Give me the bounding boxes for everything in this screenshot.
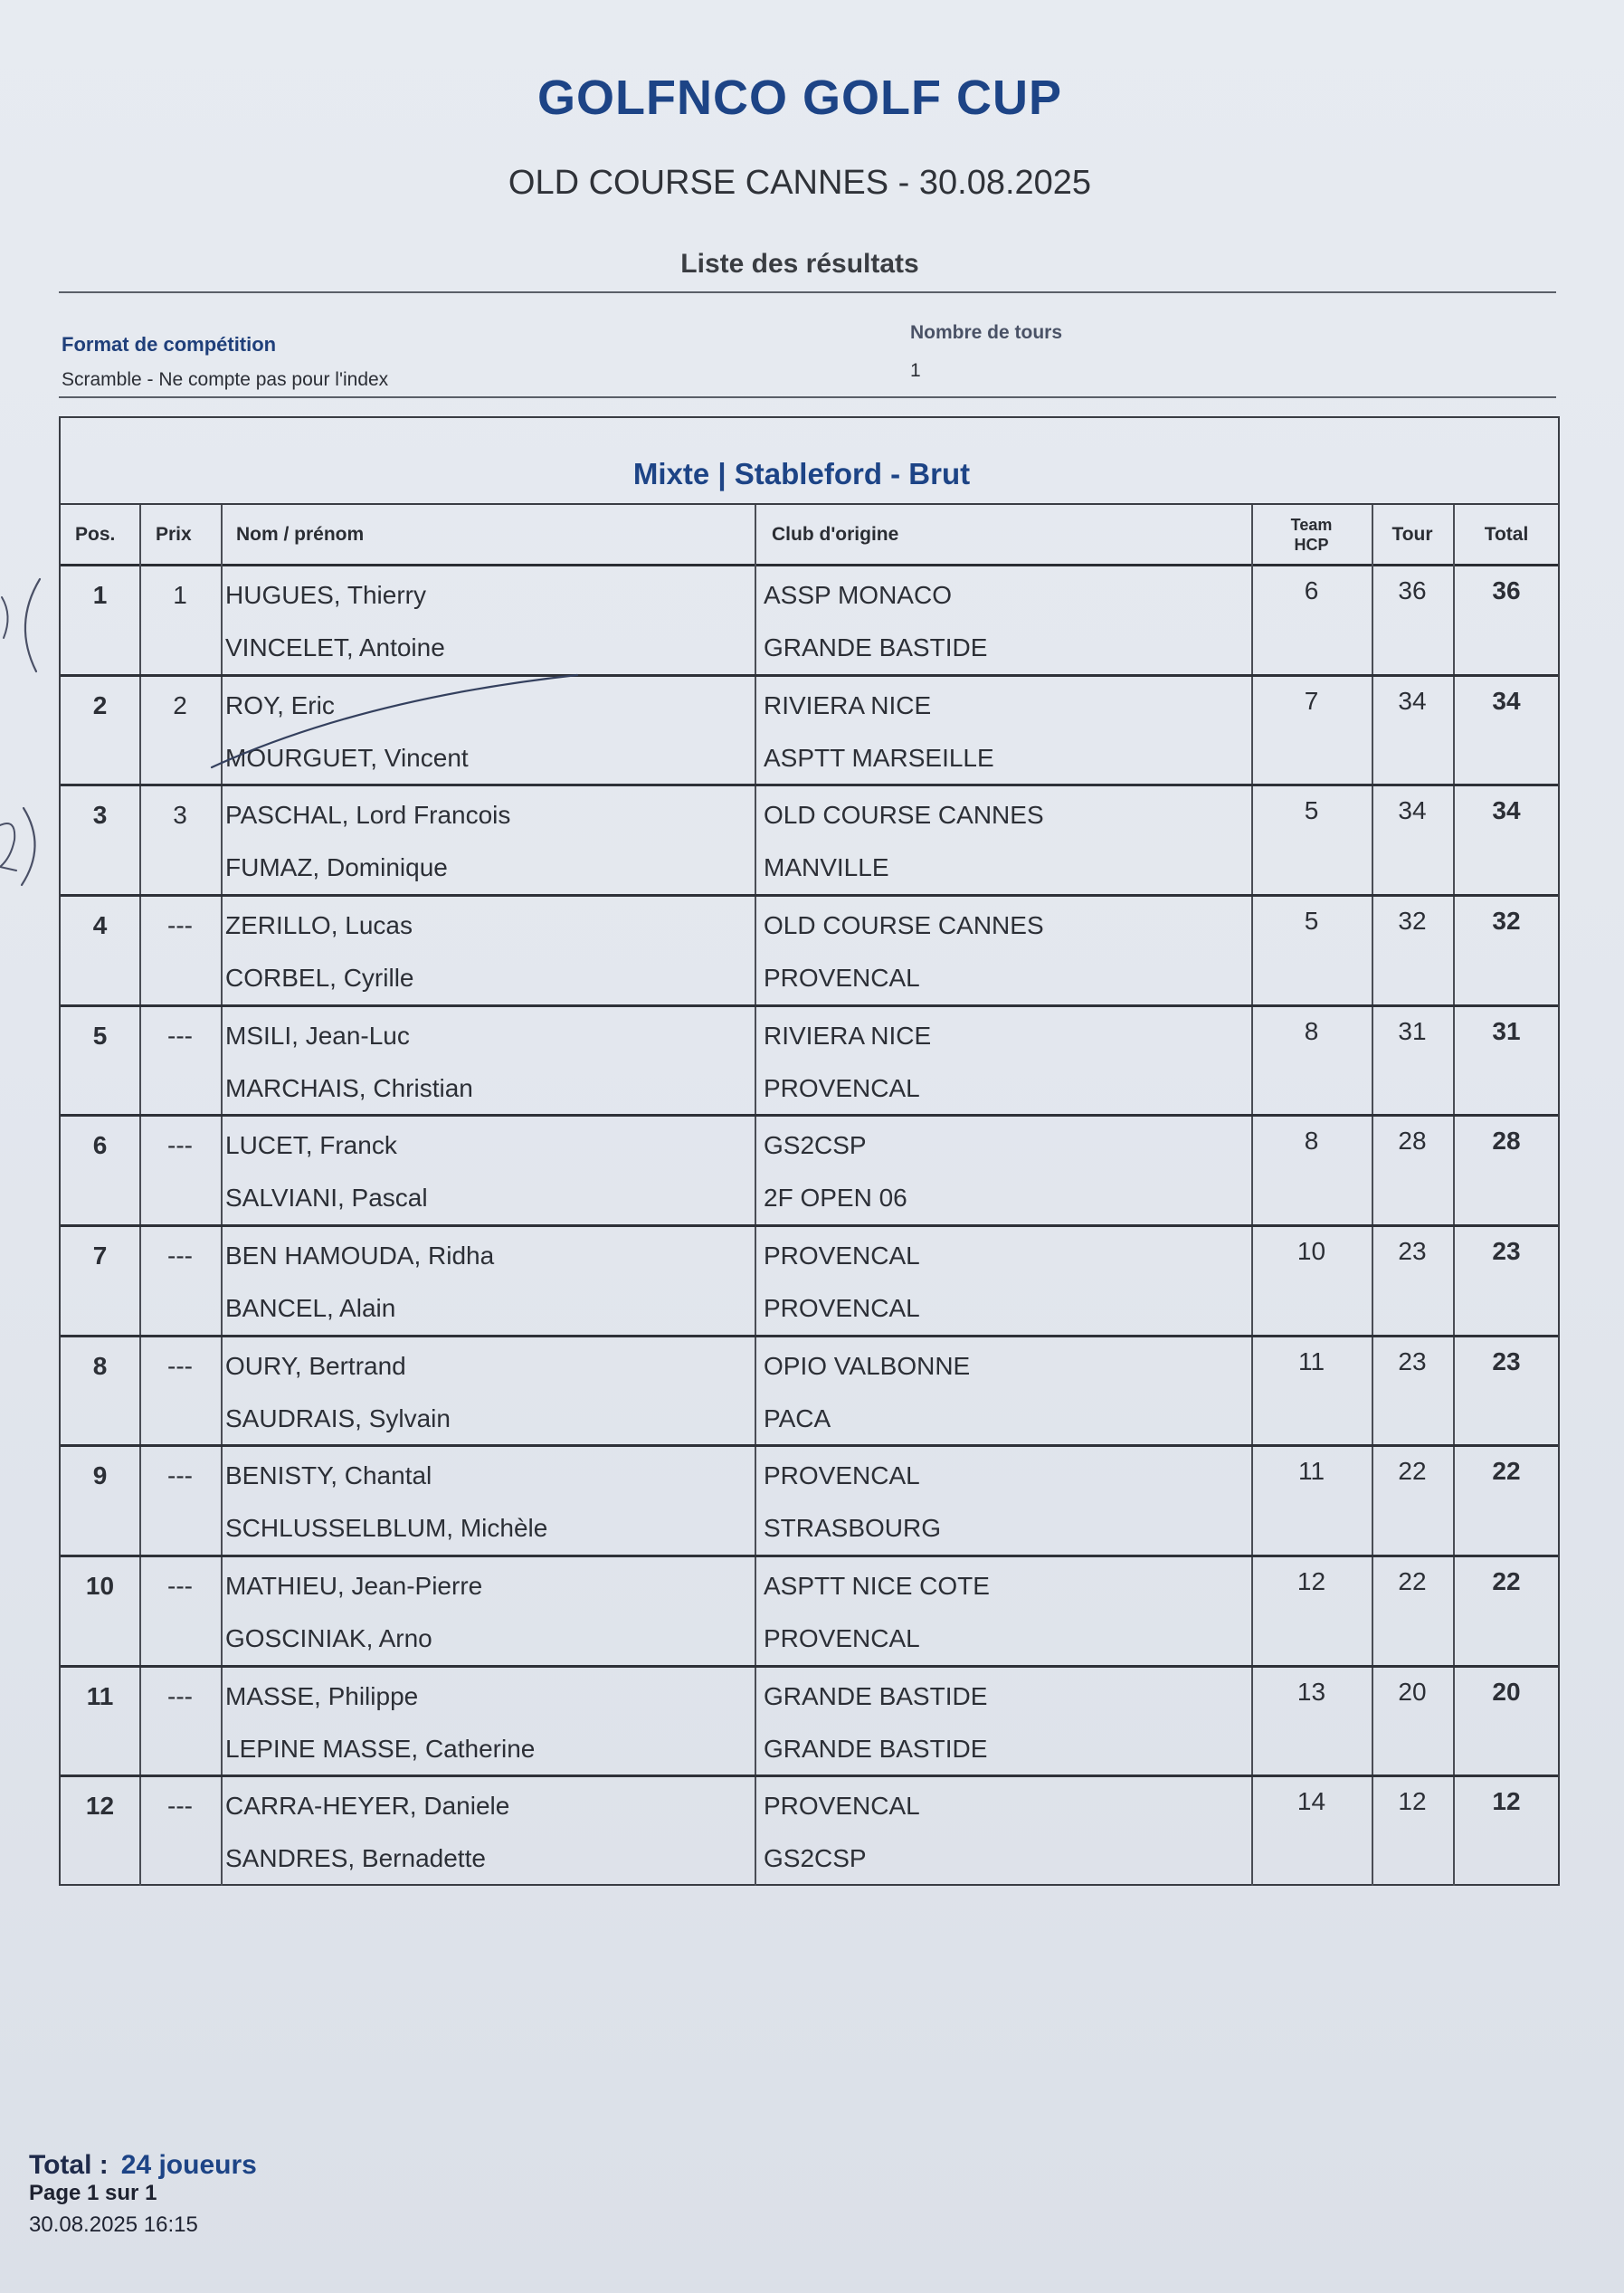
club-name: GRANDE BASTIDE [764,633,988,661]
club-name: GS2CSP [764,1131,867,1160]
club-name: RIVIERA NICE [764,690,932,719]
round-score-cell: 23 [1398,1237,1427,1266]
total-score-cell: 20 [1492,1677,1521,1706]
player-name: BANCEL, Alain [225,1294,396,1323]
divider [59,396,1556,398]
header-prize: Prix [156,524,192,545]
result-row [61,1007,1558,1118]
club-name: PROVENCAL [764,1461,920,1490]
round-score-cell: 31 [1398,1016,1427,1045]
round-score-cell: 28 [1398,1127,1427,1156]
team-hcp-cell: 8 [1304,1127,1319,1156]
result-row [61,1557,1558,1668]
prize-cell: --- [167,1131,193,1160]
round-score-cell: 20 [1398,1677,1427,1706]
club-name: GRANDE BASTIDE [764,1681,988,1710]
header-team-hcp-line2: HCP [1294,536,1329,554]
result-row [61,1668,1558,1778]
prize-cell: --- [167,1021,193,1050]
header-team-hcp [1251,505,1372,565]
player-name: LUCET, Franck [225,1131,397,1160]
round-score-cell: 32 [1398,907,1427,935]
total-score-cell: 34 [1492,796,1521,825]
club-name: PROVENCAL [764,1792,920,1821]
prize-cell: --- [167,1242,193,1270]
position-cell: 9 [92,1461,108,1490]
player-name: ROY, Eric [225,690,335,719]
total-score-cell: 23 [1492,1346,1521,1375]
team-hcp-cell: 5 [1304,907,1319,935]
position-cell: 5 [92,1021,108,1050]
footer-printed-at: 30.08.2025 16:15 [29,2212,198,2237]
player-name: BENISTY, Chantal [225,1461,432,1490]
result-row [61,786,1558,897]
club-name: PROVENCAL [764,1073,920,1102]
document-title: GOLFNCO GOLF CUP [537,71,1062,125]
round-score-cell: 34 [1398,686,1427,715]
round-score-cell: 22 [1398,1567,1427,1596]
position-cell: 11 [86,1681,114,1710]
footer-total [29,2148,257,2183]
club-name: PROVENCAL [764,964,920,992]
club-name: GRANDE BASTIDE [764,1734,988,1763]
total-score-cell: 31 [1492,1016,1521,1045]
result-row [61,677,1558,787]
margin-mark-2 [0,823,16,871]
total-score-cell: 36 [1492,576,1521,604]
team-hcp-cell: 6 [1304,576,1319,604]
header-pos: Pos. [75,524,116,545]
total-score-cell: 12 [1492,1787,1521,1816]
player-name: OURY, Bertrand [225,1351,406,1380]
player-name: MSILI, Jean-Luc [225,1021,410,1050]
prize-cell: 3 [173,801,187,830]
divider [59,291,1556,293]
player-name: GOSCINIAK, Arno [225,1624,432,1653]
player-name: MOURGUET, Vincent [225,743,469,772]
position-cell: 12 [85,1792,115,1821]
club-name: PACA [764,1403,831,1432]
prize-cell: 1 [173,581,187,609]
club-name: PROVENCAL [764,1242,920,1270]
total-score-cell: 22 [1492,1567,1521,1596]
player-name: LEPINE MASSE, Catherine [225,1734,536,1763]
position-cell: 1 [92,581,108,609]
header-total: Total [1484,524,1529,545]
list-title: Liste des résultats [680,249,919,279]
result-row [61,1777,1558,1888]
player-name: CARRA-HEYER, Daniele [225,1792,510,1821]
club-name: MANVILLE [764,853,889,882]
position-cell: 3 [92,801,108,830]
footer-total-value: 24 joueurs [120,2150,257,2180]
player-name: CORBEL, Cyrille [225,964,414,992]
player-name: MARCHAIS, Christian [225,1073,473,1102]
player-name: SAUDRAIS, Sylvain [225,1403,451,1432]
prize-cell: 2 [173,690,187,719]
result-row [61,1227,1558,1337]
round-score-cell: 23 [1398,1346,1427,1375]
player-name: FUMAZ, Dominique [225,853,448,882]
player-name: MASSE, Philippe [225,1681,419,1710]
round-score-cell: 12 [1398,1787,1427,1816]
team-hcp-cell: 13 [1296,1677,1326,1706]
club-name: PROVENCAL [764,1624,920,1653]
result-row [61,1447,1558,1557]
result-row [61,897,1558,1007]
player-name: SCHLUSSELBLUM, Michèle [225,1514,548,1543]
position-cell: 8 [92,1351,108,1380]
total-score-cell: 34 [1492,686,1521,715]
prize-cell: --- [167,1461,193,1490]
header-team-hcp-line1: Team [1290,516,1333,534]
club-name: ASSP MONACO [764,581,952,609]
club-name: GS2CSP [764,1844,867,1873]
round-score-cell: 34 [1398,796,1427,825]
player-name: VINCELET, Antoine [225,633,445,661]
prize-cell: --- [167,1351,193,1380]
margin-bracket-1b [2,597,8,638]
team-hcp-cell: 10 [1296,1237,1326,1266]
player-name: BEN HAMOUDA, Ridha [225,1242,495,1270]
player-name: SALVIANI, Pascal [225,1184,428,1213]
rounds-value: 1 [910,360,921,381]
result-row [61,1117,1558,1227]
club-name: OPIO VALBONNE [764,1351,971,1380]
team-hcp-cell: 12 [1296,1567,1326,1596]
team-hcp-cell: 8 [1304,1016,1319,1045]
header-name: Nom / prénom [236,524,365,545]
team-hcp-cell: 7 [1304,686,1319,715]
total-score-cell: 22 [1492,1457,1521,1486]
rounds-label: Nombre de tours [910,322,1063,343]
team-hcp-cell: 14 [1296,1787,1326,1816]
player-name: MATHIEU, Jean-Pierre [225,1572,483,1601]
round-score-cell: 36 [1398,576,1427,604]
prize-cell: --- [167,911,193,939]
prize-cell: --- [167,1572,193,1601]
prize-cell: --- [167,1681,193,1710]
club-name: OLD COURSE CANNES [764,911,1044,939]
position-cell: 6 [92,1131,108,1160]
club-name: RIVIERA NICE [764,1021,932,1050]
category-title: Mixte | Stableford - Brut [632,457,971,490]
total-score-cell: 28 [1492,1127,1521,1156]
position-cell: 10 [85,1572,115,1601]
footer-page-number: Page 1 sur 1 [29,2181,157,2205]
team-hcp-cell: 5 [1304,796,1319,825]
format-value: Scramble - Ne compte pas pour l'index [62,369,389,390]
club-name: ASPTT MARSEILLE [764,743,994,772]
club-name: STRASBOURG [764,1514,942,1543]
total-score-cell: 32 [1492,907,1521,935]
club-name: PROVENCAL [764,1294,920,1323]
player-name: SANDRES, Bernadette [225,1844,486,1873]
header-round: Tour [1391,524,1433,545]
format-label: Format de compétition [62,333,277,356]
club-name: ASPTT NICE COTE [764,1572,990,1601]
position-cell: 7 [92,1242,108,1270]
team-hcp-cell: 11 [1297,1346,1325,1375]
team-hcp-cell: 11 [1297,1457,1325,1486]
margin-bracket-2 [22,808,35,885]
result-row [61,566,1558,677]
result-row [61,1337,1558,1448]
club-name: 2F OPEN 06 [764,1184,907,1213]
margin-bracket-1 [25,579,40,671]
results-table [59,416,1560,1886]
prize-cell: --- [167,1792,193,1821]
total-score-cell: 23 [1492,1237,1521,1266]
event-subtitle: OLD COURSE CANNES - 30.08.2025 [508,164,1092,202]
position-cell: 2 [92,690,108,719]
header-club: Club d'origine [772,524,899,545]
club-name: OLD COURSE CANNES [764,801,1044,830]
player-name: PASCHAL, Lord Francois [225,801,511,830]
footer-total-label: Total : [29,2150,109,2180]
position-cell: 4 [92,911,108,939]
player-name: HUGUES, Thierry [225,581,426,609]
round-score-cell: 22 [1398,1457,1427,1486]
player-name: ZERILLO, Lucas [225,911,413,939]
